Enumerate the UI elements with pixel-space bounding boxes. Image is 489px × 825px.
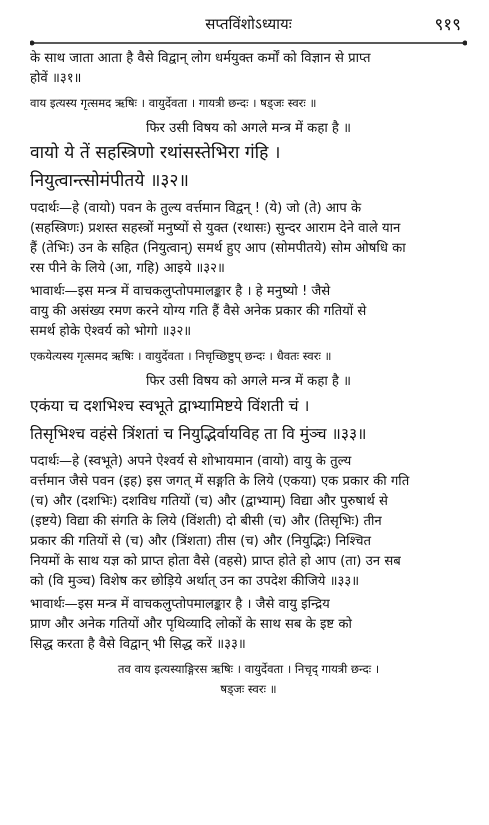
text-line: रस पीने के लिये (आ, गहि) आइये ॥३२॥ [30, 261, 225, 276]
block-body [30, 282, 467, 342]
rishi-devata-line: तव वाय इत्यस्याङ्गिरस ऋषिः । वायुर्देवता । निचृद् गायत्री छन्दः । [117, 662, 380, 676]
mantra-line: तिसृभिश्च वहंसे त्रिंशतां च नियुद्भिर्वायविह ता वि मुंञ्च ॥३३॥ [30, 425, 367, 443]
text-line: प्राण और अनेक गतियों और पृथिव्यादि लोकों के साथ सब के इष्ट को [30, 617, 352, 632]
chapter-title: सप्तविंशोऽध्यायः [205, 15, 292, 33]
page-number: ९१९ [434, 15, 461, 35]
text-line: (सहस्त्रिणः) प्रशस्त सहस्त्रों मनुष्यों से युक्त (रथासः) सुन्दर आराम देने वाले यान [30, 221, 401, 236]
mantra-line: एकंया च दशभिश्च स्वभूते द्वाभ्यामिष्टये विंशती चं । [30, 397, 310, 415]
block-body [30, 199, 467, 279]
rishi-devata-line: षड्जः स्वरः ॥ [220, 682, 277, 696]
block-rishi-center [30, 659, 467, 699]
context-note: फिर उसी विषय को अगले मन्त्र में कहा है ॥ [145, 121, 352, 136]
mantra-line: वायो ये तें सहस्त्रिणो रथांसस्तेभिरा गंहि । [30, 143, 281, 163]
text-line: (इष्टये) विद्या की संगति के लिये (विंशती) दो बीसी (च) और (तिसृभिः) तीन [30, 514, 382, 529]
text-line: पदार्थः—हे (वायो) पवन के तुल्य वर्त्तमान विद्वन् ! (ये) जो (ते) आप के [30, 201, 362, 216]
block-rishi [30, 346, 467, 366]
text-line: वायु की असंख्य रमण करने योग्य गति हैं वैसे अनेक प्रकार की गतियों से [30, 304, 367, 319]
block-center [30, 119, 467, 139]
text-line: सिद्ध करता है वैसे विद्वान् भी सिद्ध करें ॥३३॥ [30, 637, 246, 652]
rishi-devata-line: एकयेत्यस्य गृत्समद ऋषिः । वायुर्देवता । निचृच्छिष्टुप् छन्दः । धैवतः स्वरः ॥ [30, 349, 332, 363]
block-body [30, 595, 467, 655]
text-line: (च) और (दशभिः) दशविध गतियों (च) और (द्वाभ्याम्) विद्या और पुरुषार्थ से [30, 494, 388, 509]
document-page [0, 12, 489, 825]
text-line: को (वि मुञ्च) विशेष कर छोड़िये अर्थात् उन का उपदेश कीजिये ॥३३॥ [30, 574, 360, 589]
text-line: वर्त्तमान जैसे पवन (इह) इस जगत् में सङ्गति के लिये (एकया) एक प्रकार की गति [30, 474, 410, 489]
block-center [30, 372, 467, 392]
text-line: पदार्थः—हे (स्वभूते) अपने ऐश्वर्य से शोभायमान (वायो) वायु के तुल्य [30, 454, 352, 469]
text-line: के साथ जाता आता है वैसे विद्वान् लोग धर्मयुक्त कर्मों को विज्ञान से प्राप्त [30, 51, 371, 66]
block-body [30, 49, 467, 89]
text-line: प्रकार की गतियों से (च) और (त्रिंशता) तीस (च) और (नियुद्भिः) निश्चित [30, 534, 372, 549]
block-mantra [30, 139, 467, 195]
block-mantra-small [30, 392, 467, 448]
text-line: समर्थ होके ऐश्वर्य को भोगो ॥३२॥ [30, 324, 192, 339]
text-line: नियमों के साथ यज्ञ को प्राप्त होता वैसे (वहसे) प्राप्त होते हो आप (ता) उन सब [30, 554, 401, 569]
rishi-devata-line: वाय इत्यस्य गृत्समद ऋषिः । वायुर्देवता । गायत्री छन्दः । षड्जः स्वरः ॥ [30, 96, 317, 110]
text-line: होवें ॥३१॥ [30, 71, 82, 86]
context-note: फिर उसी विषय को अगले मन्त्र में कहा है ॥ [145, 374, 352, 389]
block-body [30, 452, 467, 592]
text-line: भावार्थः—इस मन्त्र में वाचकलुप्तोपमालङ्कार है । जैसे वायु इन्द्रिय [30, 597, 330, 612]
header-rule [30, 40, 467, 46]
text-line: भावार्थः—इस मन्त्र में वाचकलुप्तोपमालङ्कार है । हे मनुष्यो ! जैसे [30, 284, 331, 299]
page-content [30, 49, 467, 699]
page-header [30, 12, 467, 46]
mantra-line: नियुत्वान्त्सोमंपीतये ॥३२॥ [30, 171, 189, 191]
text-line: हैं (तेभिः) उन के सहित (नियुत्वान्) समर्थ हुए आप (सोमपीतये) सोम ओषधि का [30, 241, 406, 256]
block-rishi [30, 93, 467, 113]
